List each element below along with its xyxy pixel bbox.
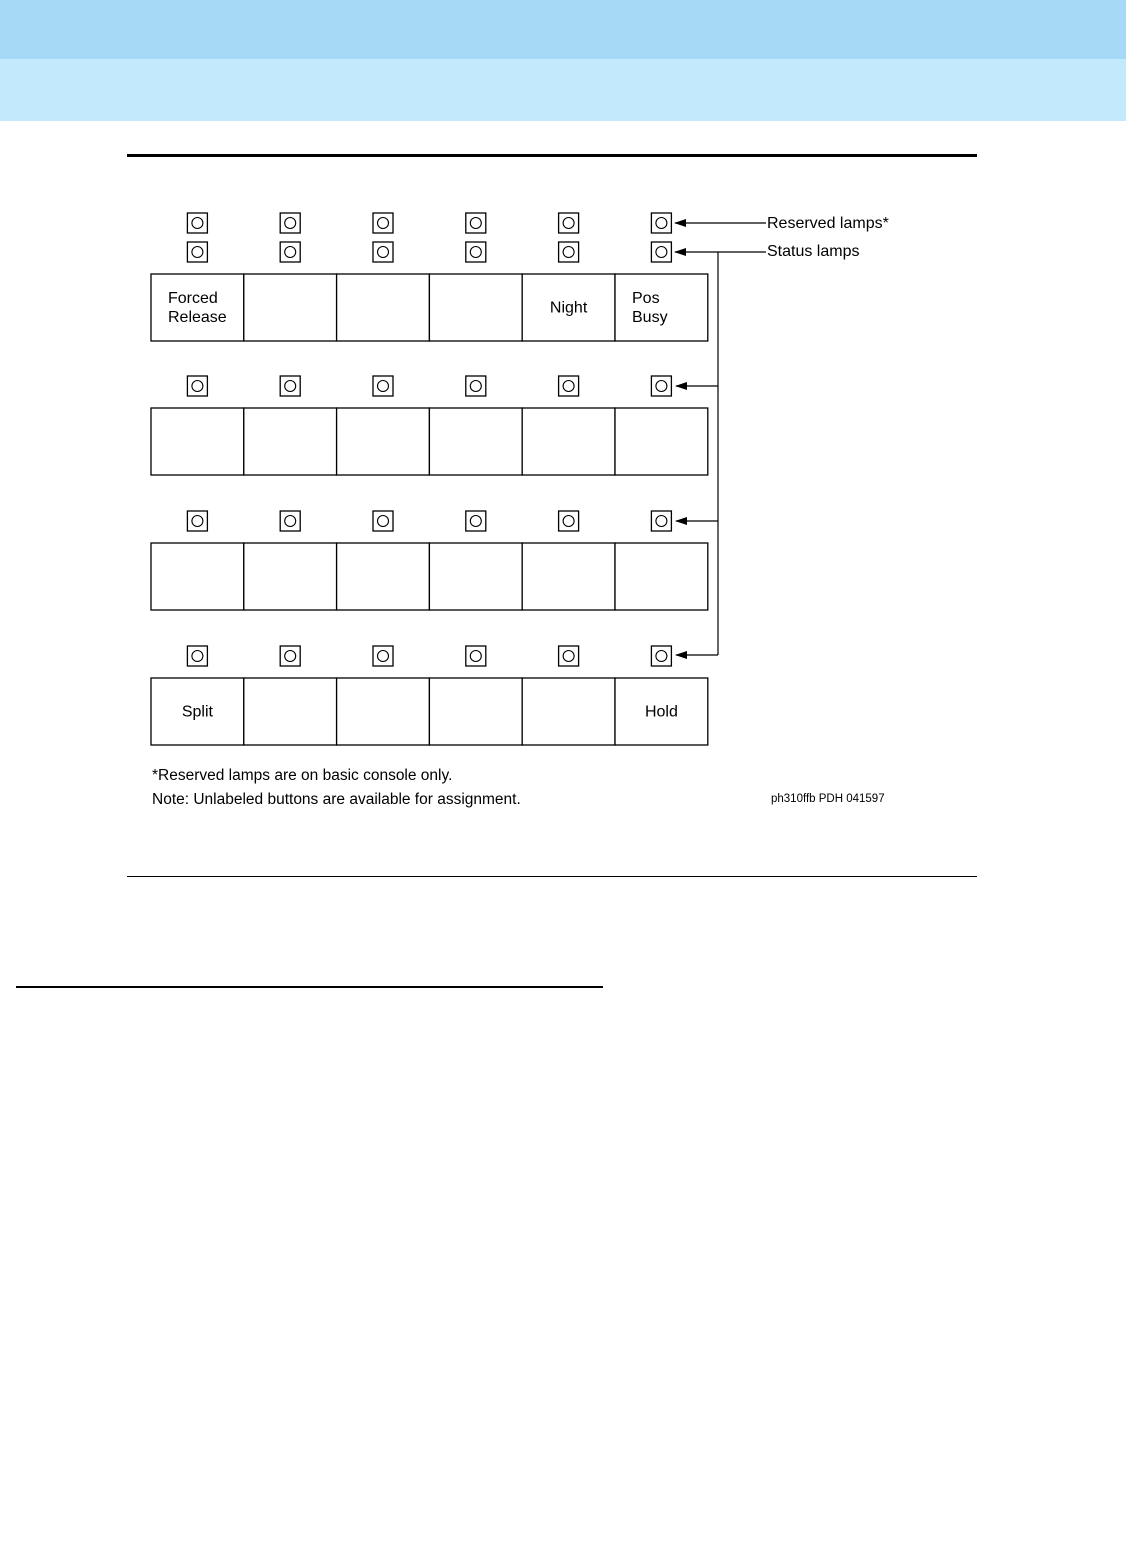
- status-lamp-icon: [187, 646, 207, 666]
- console-button[interactable]: [522, 678, 615, 745]
- figure-bottom-rule: [127, 876, 977, 877]
- console-button[interactable]: [429, 543, 522, 610]
- status-lamp-icon: [466, 242, 486, 262]
- buttons-layer: [151, 274, 708, 745]
- status-lamp-icon: [187, 511, 207, 531]
- status-lamp-icon: [651, 376, 671, 396]
- console-button[interactable]: [615, 408, 708, 475]
- console-button[interactable]: [244, 543, 337, 610]
- status-lamp-icon: [559, 511, 579, 531]
- console-button[interactable]: [522, 274, 615, 341]
- footnote-reserved-lamps: *Reserved lamps are on basic console only.: [152, 767, 453, 784]
- console-button-label: Pos: [632, 290, 660, 307]
- status-lamp-icon: [373, 511, 393, 531]
- console-button-label: Hold: [644, 703, 678, 721]
- status-lamp-icon: [559, 376, 579, 396]
- console-button[interactable]: [337, 408, 430, 475]
- status-lamp-icon: [559, 646, 579, 666]
- console-button[interactable]: [337, 678, 430, 745]
- status-lamp-icon: [280, 511, 300, 531]
- status-lamp-icon: [187, 376, 207, 396]
- reserved-lamp-icon: [280, 213, 300, 233]
- console-button-label: Split: [181, 703, 213, 721]
- status-lamp-icon: [466, 646, 486, 666]
- note-unlabeled-buttons: Note: Unlabeled buttons are available for assignment.: [152, 791, 521, 808]
- console-button-label: Forced: [168, 290, 218, 307]
- status-lamp-icon: [373, 376, 393, 396]
- figure-reference-id: ph310ffb PDH 041597: [771, 793, 885, 805]
- reserved-lamps-label: Reserved lamps*: [767, 215, 889, 232]
- console-button[interactable]: [244, 678, 337, 745]
- console-button[interactable]: [429, 678, 522, 745]
- console-button-label: Night: [549, 299, 588, 317]
- status-lamp-icon: [280, 242, 300, 262]
- console-button[interactable]: [151, 543, 244, 610]
- console-button[interactable]: [522, 408, 615, 475]
- status-lamp-icon: [373, 242, 393, 262]
- console-button[interactable]: [151, 678, 244, 745]
- status-lamp-icon: [466, 511, 486, 531]
- console-button-label: Release: [168, 309, 227, 326]
- status-lamp-icon: [466, 376, 486, 396]
- status-lamp-icon: [280, 646, 300, 666]
- status-lamp-icon: [373, 646, 393, 666]
- status-lamp-icon: [280, 376, 300, 396]
- reserved-lamp-icon: [559, 213, 579, 233]
- console-button[interactable]: [429, 408, 522, 475]
- console-button[interactable]: [429, 274, 522, 341]
- console-button[interactable]: [615, 543, 708, 610]
- console-button[interactable]: [522, 543, 615, 610]
- status-lamp-icon: [651, 242, 671, 262]
- section-divider-rule: [16, 986, 603, 988]
- status-lamp-icon: [559, 242, 579, 262]
- reserved-lamp-icon: [187, 213, 207, 233]
- console-button[interactable]: [615, 678, 708, 745]
- console-button[interactable]: [337, 274, 430, 341]
- console-button[interactable]: [615, 274, 708, 341]
- status-lamp-icon: [187, 242, 207, 262]
- reserved-lamp-icon: [373, 213, 393, 233]
- console-button-label: Busy: [632, 309, 668, 326]
- console-button[interactable]: [337, 543, 430, 610]
- console-button[interactable]: [151, 408, 244, 475]
- status-lamp-icon: [651, 511, 671, 531]
- console-button[interactable]: [151, 274, 244, 341]
- reserved-lamp-icon: [651, 213, 671, 233]
- console-button[interactable]: [244, 408, 337, 475]
- status-lamp-icon: [651, 646, 671, 666]
- reserved-lamp-icon: [466, 213, 486, 233]
- status-lamps-label: Status lamps: [767, 243, 860, 260]
- console-button[interactable]: [244, 274, 337, 341]
